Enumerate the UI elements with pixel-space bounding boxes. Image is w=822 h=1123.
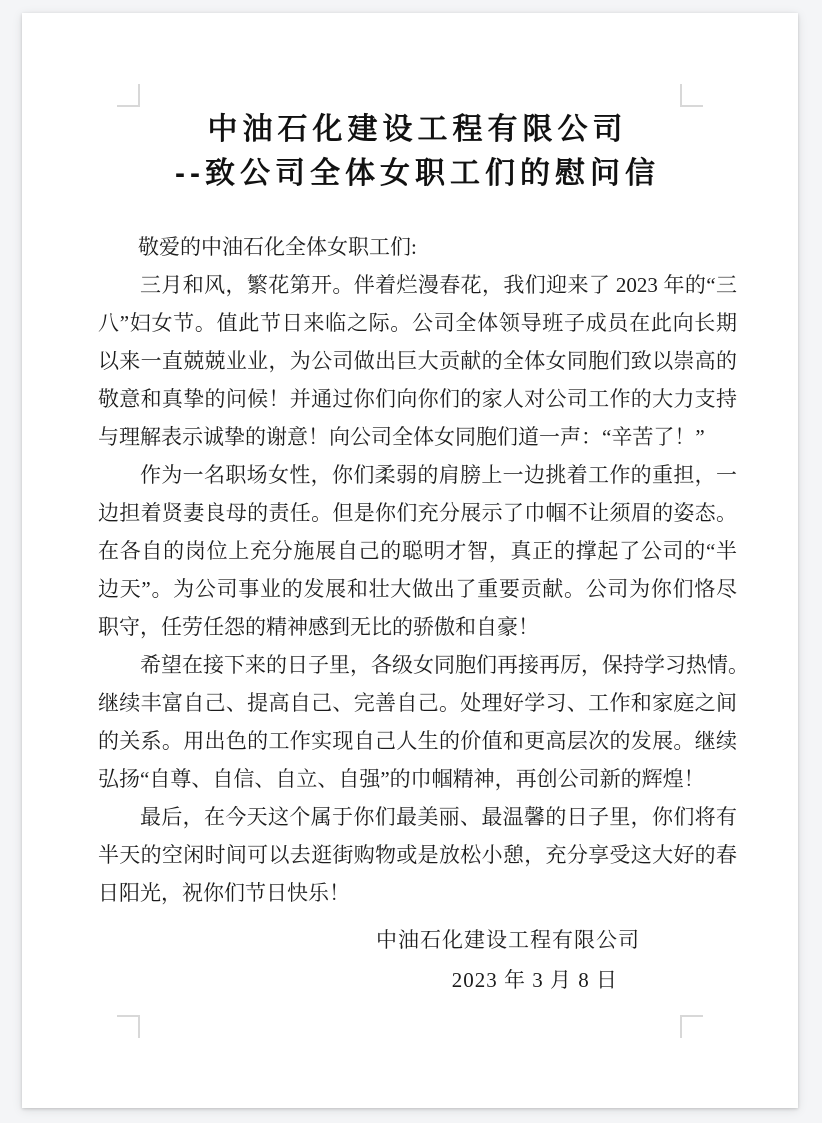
paragraph xyxy=(98,798,737,912)
paragraph-line: 作为一名职场女性，你们柔弱的肩膀上一边挑着工作的重担，一 xyxy=(140,463,737,487)
letter-content xyxy=(98,13,749,1000)
letter-title-line-1: 中油石化建设工程有限公司 xyxy=(207,113,628,146)
paragraph xyxy=(98,646,749,798)
letter-title-line-2: --致公司全体女职工们的慰问信 xyxy=(175,157,660,190)
paragraph-line: 边天”。为公司事业的发展和壮大做出了重要贡献。公司为你们恪尽 xyxy=(98,577,737,601)
margin-crop-mark-bottom-right xyxy=(680,1015,703,1038)
letter-signature: 中油石化建设工程有限公司 xyxy=(376,928,640,952)
paragraph-line: 日阳光，祝你们节日快乐！ xyxy=(98,881,350,905)
paragraph-line: 在各自的岗位上充分施展自己的聪明才智，真正的撑起了公司的“半 xyxy=(98,539,737,563)
letter-date: 2023 年 3 月 8 日 xyxy=(451,968,618,992)
paragraph-line: 继续丰富自己、提高自己、完善自己。处理好学习、工作和家庭之间 xyxy=(98,691,737,715)
paragraph-line: 八”妇女节。值此节日来临之际。公司全体领导班子成员在此向长期 xyxy=(98,311,737,335)
margin-crop-mark-bottom-left xyxy=(117,1015,140,1038)
letter-closing xyxy=(98,920,737,1000)
paragraph-line: 半天的空闲时间可以去逛街购物或是放松小憩，充分享受这大好的春 xyxy=(98,843,737,867)
paragraph-line: 敬意和真挚的问候！并通过你们向你们的家人对公司工作的大力支持 xyxy=(98,387,737,411)
paragraph-line: 以来一直兢兢业业，为公司做出巨大贡献的全体女同胞们致以崇高的 xyxy=(98,349,737,373)
paragraph xyxy=(98,266,737,456)
document-page xyxy=(22,13,798,1108)
letter-salutation: 敬爱的中油石化全体女职工们: xyxy=(138,235,417,259)
paragraph-line: 希望在接下来的日子里，各级女同胞们再接再厉，保持学习热情。 xyxy=(140,653,749,677)
letter-title xyxy=(98,108,737,196)
paragraph-line: 弘扬“自尊、自信、自立、自强”的巾帼精神，再创公司新的辉煌！ xyxy=(98,767,705,791)
paragraph-line: 职守，任劳任怨的精神感到无比的骄傲和自豪！ xyxy=(98,615,539,639)
paragraph-line: 边担着贤妻良母的责任。但是你们充分展示了巾帼不让须眉的姿态。 xyxy=(98,501,737,525)
paragraphs xyxy=(98,266,749,912)
paragraph-line: 三月和风，繁花第开。伴着烂漫春花，我们迎来了 2023 年的“三 xyxy=(140,273,737,297)
paragraph xyxy=(98,456,737,646)
paragraph-line: 最后，在今天这个属于你们最美丽、最温馨的日子里，你们将有 xyxy=(140,805,737,829)
paragraph-line: 的关系。用出色的工作实现自己人生的价值和更高层次的发展。继续 xyxy=(98,729,737,753)
paragraph-line: 与理解表示诚挚的谢意！向公司全体女同胞们道一声：“辛苦了！” xyxy=(98,425,705,449)
